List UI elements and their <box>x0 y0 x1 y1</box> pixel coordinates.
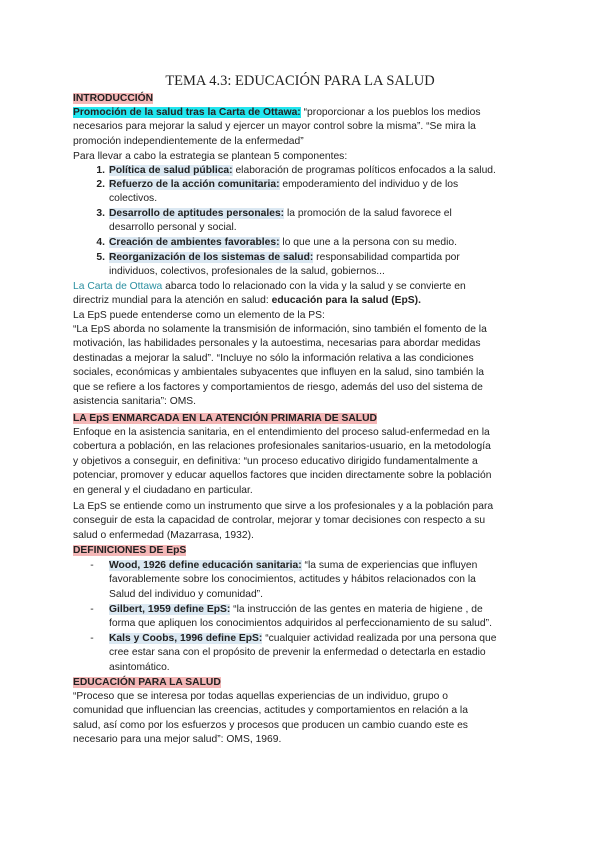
promo-line-3: promoción independientemente de la enfermedad” <box>73 135 304 147</box>
eps-line: La EpS puede entenderse como un elemento de la PS: <box>73 310 325 321</box>
component-item <box>96 178 529 207</box>
component-item <box>96 207 529 236</box>
eps-paragraph <box>73 690 533 748</box>
paragraph-line: necesario para una mejor salud”: OMS, 1969. <box>73 734 282 746</box>
component-text-cont: desarrollo personal y social. <box>109 222 237 234</box>
ottawa-text-1: abarca todo lo relacionado con la vida y la salud y se convierte en <box>162 281 466 292</box>
definition-label: Gilbert, 1959 define EpS: <box>109 604 231 615</box>
paragraph-line: potenciar, promover y educar aquellos factores que inciden directamente sobre la población <box>73 470 492 482</box>
component-text: la promoción de la salud favorece el <box>284 208 452 219</box>
component-text-cont: individuos, colectivos, profesionales de la salud, gobiernos... <box>109 266 385 278</box>
aps-paragraph-1 <box>73 426 533 498</box>
definition-text: “la suma de experiencias que influyen <box>301 560 478 571</box>
definition-label: Kals y Coobs, 1996 define EpS: <box>109 633 263 644</box>
paragraph-line: La EpS se entiende como un instrumento que sirve a los profesionales y a la población para <box>73 501 494 512</box>
component-text: elaboración de programas políticos enfocados a la salud. <box>232 165 496 176</box>
section-heading-aps <box>73 412 533 426</box>
section-heading-intro <box>73 92 533 106</box>
definition-text-cont: forma que apliquen los conocimientos adquiridos al perfeccionamiento de su salud”. <box>109 618 492 630</box>
list-dash: - <box>90 560 94 571</box>
paragraph-line: cobertura a población, en las relaciones profesionales sanitarios-usuario, en la metodología <box>73 441 491 453</box>
ottawa-text-2: directriz mundial para la atención en salud: <box>73 295 272 307</box>
section-heading-defs <box>73 544 533 558</box>
definition-text-cont: favorablemente sobre los conocimientos, actitudes y hábitos relacionados con la <box>109 574 476 586</box>
component-label: Refuerzo de la acción comunitaria: <box>109 179 280 190</box>
list-dash: - <box>90 604 94 615</box>
definition-item <box>90 603 534 632</box>
quote-line: sociales, económicas y ambientales subyacentes que influyen en la salud, sino también la <box>73 367 484 379</box>
definition-text-cont: asintomático. <box>109 661 170 673</box>
component-item <box>96 251 529 280</box>
paragraph-line: y objetivos a conseguir, en definitiva: “un proceso educativo dirigido fundamentalmente a <box>73 455 478 467</box>
list-number: 2. <box>96 179 105 190</box>
heading-intro-text: INTRODUCCIÓN <box>73 93 154 104</box>
promo-line-2: necesarios para mejorar la salud y ejercer un mayor control sobre la misma”. “Se mira la <box>73 121 476 133</box>
heading-defs-text: DEFINICIONES DE EpS <box>73 545 187 556</box>
aps-paragraph-2 <box>73 500 533 543</box>
heading-aps-text: LA EpS ENMARCADA EN LA ATENCIÓN PRIMARIA DE SALUD <box>73 413 377 424</box>
paragraph-line: salud, así como por los esfuerzos y procesos que producen un cambio cuando este es <box>73 719 468 731</box>
oms-quote <box>73 323 533 409</box>
component-text-cont: colectivos. <box>109 193 158 205</box>
ottawa-paragraph <box>73 280 533 309</box>
paragraph-line: salud o enfermedad (Mazarrasa, 1932). <box>73 529 254 541</box>
definition-text: “cualquier actividad realizada por una persona que <box>262 633 497 644</box>
component-label: Creación de ambientes favorables: <box>109 237 280 248</box>
definition-text-cont: Salud del individuo y comunidad”. <box>109 588 263 600</box>
definition-item <box>90 559 534 602</box>
section-heading-eps <box>73 676 533 690</box>
definition-label: Wood, 1926 define educación sanitaria: <box>109 560 302 571</box>
definition-text: “la instrucción de las gentes en materia de higiene , de <box>230 604 483 615</box>
quote-line: asistencia sanitaria”: OMS. <box>73 396 197 408</box>
heading-eps-text: EDUCACIÓN PARA LA SALUD <box>73 677 221 688</box>
definition-text-cont: cree estar sana con el propósito de prevenir la enfermedad o detectarla en estadio <box>109 647 486 659</box>
component-text: lo que une a la persona con su medio. <box>279 237 458 248</box>
component-text: empoderamiento del individuo y de los <box>279 179 459 190</box>
quote-line: motivación, las habilidades personales y la autoestima, necesarias para abordar medidas <box>73 338 481 350</box>
component-item <box>96 164 529 178</box>
paragraph-line: en general y el ciudadano en particular. <box>73 484 253 496</box>
component-label: Reorganización de los sistemas de salud: <box>109 252 314 263</box>
ottawa-lead: La Carta de Ottawa <box>73 281 163 292</box>
component-item <box>96 236 529 250</box>
list-dash: - <box>90 633 94 644</box>
ottawa-bold: educación para la salud (EpS). <box>271 295 421 307</box>
strategy-line: Para llevar a cabo la estrategia se plantean 5 componentes: <box>73 151 348 162</box>
quote-line: destinadas a mejorar la salud”. “Incluye no sólo la información relativa a las condiciones <box>73 352 474 364</box>
paragraph-line: “Proceso que se interesa por todas aquellas experiencias de un individuo, grupo o <box>73 691 448 702</box>
list-number: 5. <box>96 252 105 263</box>
paragraph-line: conseguir de esta la capacidad de controlar, mejorar y tomar decisiones con respecto a su <box>73 515 486 527</box>
promo-line-1 <box>73 106 533 120</box>
component-label: Desarrollo de aptitudes personales: <box>109 208 285 219</box>
list-number: 4. <box>96 237 105 248</box>
promo-quote-1: “proporcionar a los pueblos los medios <box>300 107 481 118</box>
component-text: responsabilidad compartida por <box>313 252 460 263</box>
component-label: Política de salud pública: <box>109 165 233 176</box>
page-title: TEMA 4.3: EDUCACIÓN PARA LA SALUD <box>165 73 435 89</box>
list-number: 3. <box>96 208 105 219</box>
definition-item <box>90 632 534 675</box>
quote-line: que se refiere a los factores y comportamientos de riesgo, además del uso del sistema de <box>73 381 483 393</box>
promo-label: Promoción de la salud tras la Carta de Ottawa: <box>73 107 301 118</box>
paragraph-line: Enfoque en la asistencia sanitaria, en el entendimiento del proceso salud-enfermedad en la <box>73 427 490 438</box>
promo-paragraph <box>73 106 533 149</box>
paragraph-line: comunidad que influencian las creencias, actitudes y comportamientos en relación a la <box>73 705 468 717</box>
quote-line: “La EpS aborda no solamente la transmisión de información, sino también el fomento de la <box>73 324 487 335</box>
list-number: 1. <box>96 165 105 176</box>
